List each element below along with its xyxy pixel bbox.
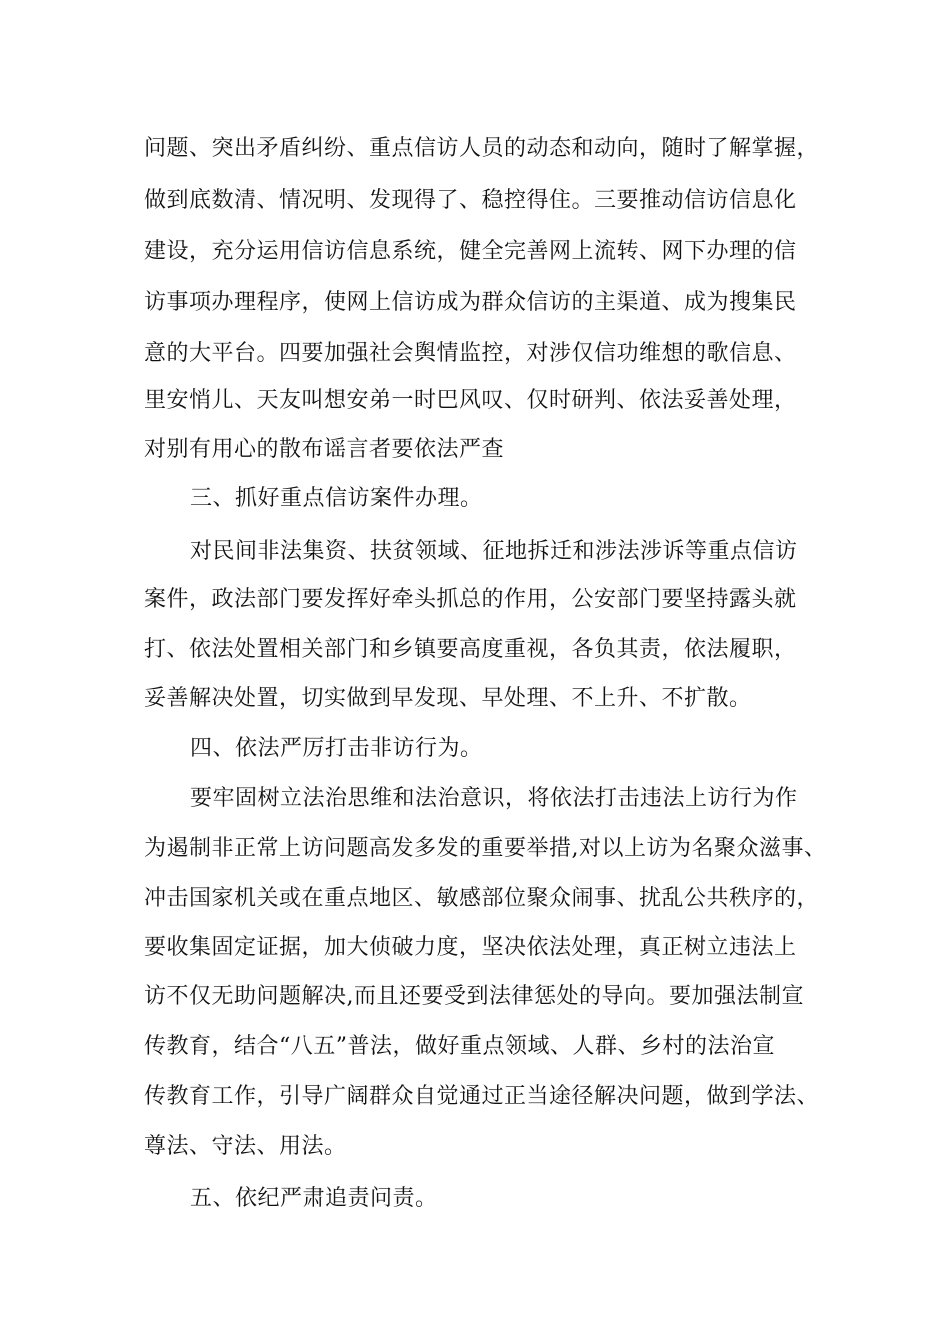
text-line: 要牢固树立法治思维和法治意识，将依法打击违法上访行为作 <box>190 786 798 811</box>
text-line: 尊法、守法、用法。 <box>144 1134 347 1159</box>
text-line: 要收集固定证据，加大侦破力度，坚决依法处理，真正树立违法上 <box>144 935 797 960</box>
text-line: 意的大平台。四要加强社会舆情监控，对涉仅信功维想的歌信息、 <box>144 341 797 366</box>
text-line: 里安悄儿、天友叫想安弟一时巴风叹、仅时研判、依法妥善处理， <box>144 388 797 413</box>
text-line: 对别有用心的散布谣言者要依法严查 <box>144 437 505 462</box>
text-line: 访不仅无助问题解决,而且还要受到法律惩处的导向。要加强法制宣 <box>144 984 804 1009</box>
text-line: 问题、突出矛盾纠纷、重点信访人员的动态和动向，随时了解掌握， <box>144 136 820 161</box>
text-line: 做到底数清、情况明、发现得了、稳控得住。三要推动信访信息化 <box>144 188 797 213</box>
section-heading: 五、依纪严肃追责问责。 <box>190 1186 438 1211</box>
text-line: 传教育工作，引导广阔群众自觉通过正当途径解决问题，做到学法、 <box>144 1084 820 1109</box>
text-line: 冲击国家机关或在重点地区、敏感部位聚众闹事、扰乱公共秩序的， <box>144 886 820 911</box>
text-line: 为遏制非正常上访问题高发多发的重要举措,对以上访为名聚众滋事、 <box>144 836 827 861</box>
text-line: 传教育，结合“八五”普法，做好重点领域、人群、乡村的法治宣 <box>144 1034 775 1059</box>
text-line: 案件，政法部门要发挥好牵头抓总的作用，公安部门要坚持露头就 <box>144 587 797 612</box>
text-line: 访事项办理程序，使网上信访成为群众信访的主渠道、成为搜集民 <box>144 290 797 315</box>
text-line: 打、依法处置相关部门和乡镇要高度重视，各负其责，依法履职， <box>144 637 797 662</box>
text-line: 妥善解决处置，切实做到早发现、早处理、不上升、不扩散。 <box>144 686 752 711</box>
text-line: 对民间非法集资、扶贫领域、征地拆迁和涉法涉诉等重点信访 <box>190 539 798 564</box>
section-heading: 三、抓好重点信访案件办理。 <box>190 486 483 511</box>
text-line: 建设，充分运用信访信息系统，健全完善网上流转、网下办理的信 <box>144 239 797 264</box>
section-heading: 四、依法严厉打击非访行为。 <box>190 736 483 761</box>
